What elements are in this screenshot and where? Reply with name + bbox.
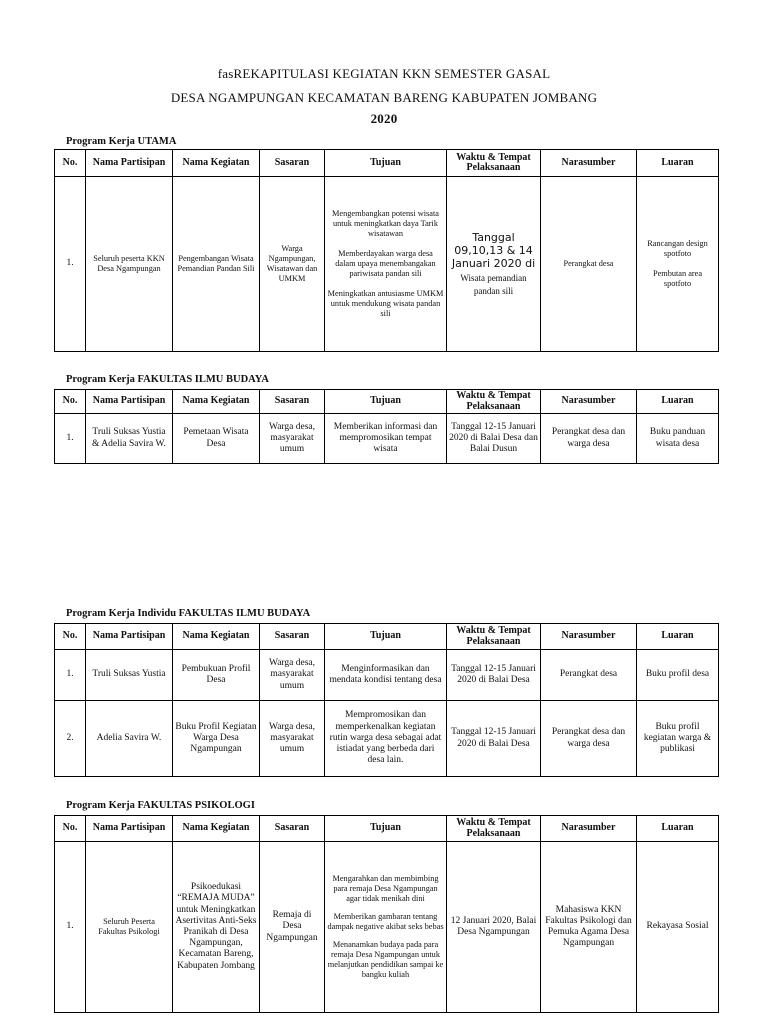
header-kegiatan: Nama Kegiatan <box>173 150 260 177</box>
cell-narasumber: Perangkat desa <box>541 177 637 352</box>
table-row <box>55 177 719 352</box>
table-row <box>55 701 719 777</box>
cell-luaran: Buku panduan wisata desa <box>637 414 719 464</box>
header-narasumber: Narasumber <box>541 816 637 842</box>
tujuan-point: Memberikan gambaran tentang dampak negative akibat seks bebas <box>327 912 444 932</box>
cell-partisipan: Truli Suksas Yustia <box>86 650 173 701</box>
cell-sasaran: Remaja di Desa Ngampungan <box>260 842 325 1013</box>
table-header-row <box>55 816 719 842</box>
header-luaran: Luaran <box>637 390 719 414</box>
luaran-point: Pembutan area spotfoto <box>652 269 703 288</box>
header-waktu: Waktu & Tempat Pelaksanaan <box>447 816 541 842</box>
table-program-utama <box>54 149 719 352</box>
cell-partisipan: Truli Suksas Yustia & Adelia Savira W. <box>86 414 173 464</box>
header-kegiatan: Nama Kegiatan <box>173 816 260 842</box>
table-header-row <box>55 390 719 414</box>
header-narasumber: Narasumber <box>541 390 637 414</box>
tujuan-point: Menanamkan budaya pada para remaja Desa Ngampungan untuk melanjutkan pendidikan sampai ke bangku kuliah <box>327 939 444 979</box>
table-header-row <box>55 150 719 177</box>
cell-waktu: Tanggal 12-15 Januari 2020 di Balai Desa dan Balai Dusun <box>447 414 541 464</box>
table-program-psikologi <box>54 815 719 1013</box>
tujuan-point: Memberdayakan warga desa dalam upaya menembangakan pariwisata pandan sili <box>335 249 436 278</box>
header-sasaran: Sasaran <box>260 624 325 650</box>
cell-tujuan <box>325 177 447 352</box>
cell-sasaran: Warga Ngampungan, Wisatawan dan UMKM <box>260 177 325 352</box>
waktu-date: Tanggal 09,10,13 & 14 Januari 2020 di <box>451 231 536 271</box>
section-label-fib: Program Kerja FAKULTAS ILMU BUDAYA <box>66 374 270 385</box>
cell-tujuan <box>325 842 447 1013</box>
cell-tujuan: Menginformasikan dan mendata kondisi tentang desa <box>325 650 447 701</box>
header-narasumber: Narasumber <box>541 150 637 177</box>
cell-kegiatan: Pemetaan Wisata Desa <box>173 414 260 464</box>
cell-luaran: Rekayasa Sosial <box>637 842 719 1013</box>
tujuan-point: Meningkatkan antusiasme UMKM untuk mendukung wisata pandan sili <box>327 288 444 318</box>
header-luaran: Luaran <box>637 150 719 177</box>
cell-partisipan: Adelia Savira W. <box>86 701 173 777</box>
cell-no: 1. <box>55 177 86 352</box>
cell-sasaran: Warga desa, masyarakat umum <box>260 650 325 701</box>
cell-narasumber: Perangkat desa <box>541 650 637 701</box>
table-row <box>55 650 719 701</box>
cell-luaran: Buku profil desa <box>637 650 719 701</box>
header-tujuan: Tujuan <box>325 624 447 650</box>
header-partisipan: Nama Partisipan <box>86 390 173 414</box>
cell-partisipan: Seluruh peserta KKN Desa Ngampungan <box>86 177 173 352</box>
cell-no: 1. <box>55 414 86 464</box>
cell-kegiatan: Pengembangan Wisata Pemandian Pandan Sili <box>173 177 260 352</box>
cell-narasumber: Mahasiswa KKN Fakultas Psikologi dan Pemuka Agama Desa Ngampungan <box>541 842 637 1013</box>
header-kegiatan: Nama Kegiatan <box>173 624 260 650</box>
cell-tujuan: Mempromosikan dan memperkenalkan kegiatan rutin warga desa sebagai adat istiadat yang berbeda dari desa lain. <box>325 701 447 777</box>
cell-sasaran: Warga desa, masyarakat umum <box>260 701 325 777</box>
cell-waktu: Tanggal 12-15 Januari 2020 di Balai Desa <box>447 701 541 777</box>
header-waktu: Waktu & Tempat Pelaksanaan <box>447 624 541 650</box>
header-partisipan: Nama Partisipan <box>86 624 173 650</box>
cell-kegiatan: Pembukuan Profil Desa <box>173 650 260 701</box>
header-kegiatan: Nama Kegiatan <box>173 390 260 414</box>
cell-narasumber: Perangkat desa dan warga desa <box>541 414 637 464</box>
cell-partisipan: Seluruh Peserta Fakultas Psikologi <box>86 842 173 1013</box>
cell-luaran: Buku profil kegiatan warga & publikasi <box>637 701 719 777</box>
header-waktu: Waktu & Tempat Pelaksanaan <box>447 390 541 414</box>
header-sasaran: Sasaran <box>260 816 325 842</box>
table-program-individu-fib <box>54 623 719 777</box>
document-title-line-2: DESA NGAMPUNGAN KECAMATAN BARENG KABUPATEN JOMBANG <box>170 90 598 105</box>
section-label-individu-fib: Program Kerja Individu FAKULTAS ILMU BUDAYA <box>66 608 311 619</box>
tujuan-point: Mengarahkan dan membimbing para remaja Desa Ngampungan agar tidak menikah dini <box>332 874 439 904</box>
header-tujuan: Tujuan <box>325 150 447 177</box>
table-header-row <box>55 624 719 650</box>
cell-waktu: 12 Januari 2020, Balai Desa Ngampungan <box>447 842 541 1013</box>
cell-no: 1. <box>55 842 86 1013</box>
cell-sasaran: Warga desa, masyarakat umum <box>260 414 325 464</box>
header-no: No. <box>55 816 86 842</box>
cell-no: 2. <box>55 701 86 777</box>
header-luaran: Luaran <box>637 624 719 650</box>
table-row <box>55 842 719 1013</box>
document-title-line-1: fasREKAPITULASI KEGIATAN KKN SEMESTER GASAL <box>217 66 551 81</box>
header-tujuan: Tujuan <box>325 816 447 842</box>
cell-waktu <box>447 177 541 352</box>
header-sasaran: Sasaran <box>260 390 325 414</box>
cell-no: 1. <box>55 650 86 701</box>
header-luaran: Luaran <box>637 816 719 842</box>
header-partisipan: Nama Partisipan <box>86 150 173 177</box>
cell-kegiatan: Buku Profil Kegiatan Warga Desa Ngampungan <box>173 701 260 777</box>
header-tujuan: Tujuan <box>325 390 447 414</box>
waktu-place: Wisata pemandian pandan sili <box>460 272 527 296</box>
header-no: No. <box>55 390 86 414</box>
table-row <box>55 414 719 464</box>
luaran-point: Rancangan design spotfoto <box>647 239 708 259</box>
header-waktu: Waktu & Tempat Pelaksanaan <box>447 150 541 177</box>
cell-luaran <box>637 177 719 352</box>
document-title-year: 2020 <box>370 111 398 126</box>
cell-tujuan: Memberikan informasi dan mempromosikan tempat wisata <box>325 414 447 464</box>
header-narasumber: Narasumber <box>541 624 637 650</box>
cell-waktu: Tanggal 12-15 Januari 2020 di Balai Desa <box>447 650 541 701</box>
header-partisipan: Nama Partisipan <box>86 816 173 842</box>
header-no: No. <box>55 150 86 177</box>
cell-kegiatan: Psikoedukasi “REMAJA MUDA” untuk Meningkatkan Asertivitas Anti-Seks Pranikah di Desa Ngampungan, Kecamatan Bareng, Kabupaten Jombang <box>173 842 260 1013</box>
section-label-psikologi: Program Kerja FAKULTAS PSIKOLOGI <box>66 800 255 811</box>
header-sasaran: Sasaran <box>260 150 325 177</box>
section-label-utama: Program Kerja UTAMA <box>66 136 177 147</box>
header-no: No. <box>55 624 86 650</box>
tujuan-point: Mengembangkan potensi wisata untuk meningkatkan daya Tarik wisatawan <box>332 209 439 239</box>
cell-narasumber: Perangkat desa dan warga desa <box>541 701 637 777</box>
table-program-fib <box>54 389 719 464</box>
